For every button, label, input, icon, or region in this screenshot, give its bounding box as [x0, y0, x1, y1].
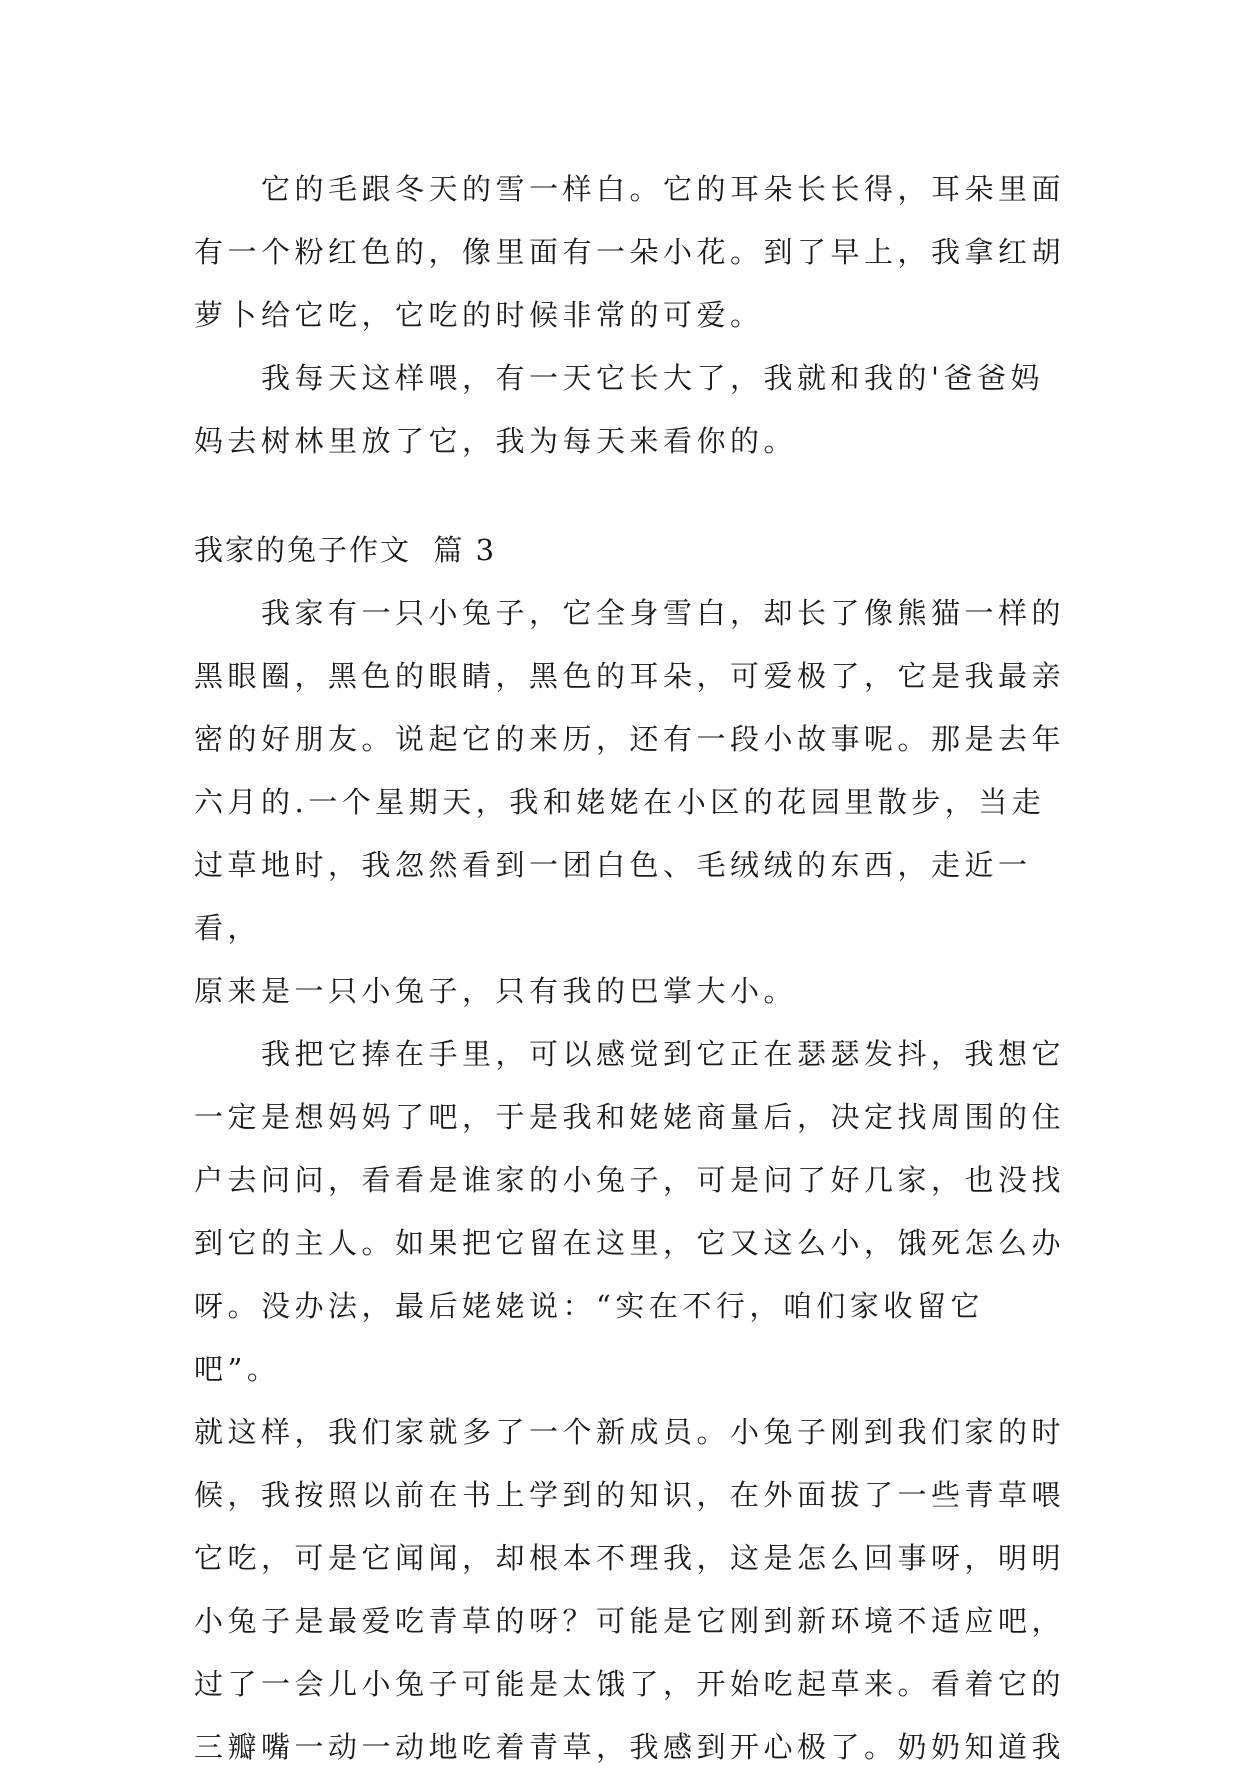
paragraph: 它的毛跟冬天的雪一样白。它的耳朵长长得，耳朵里面 有一个粉红色的，像里面有一朵小花。到了早上，我拿红胡 萝卜给它吃，它吃的时候非常的可爱。 [194, 172, 1066, 332]
section-gap [194, 473, 1066, 519]
paragraph: 我把它捧在手里，可以感觉到它正在瑟瑟发抖，我想它 一定是想妈妈了吧，于是我和姥姥商量后，决定找周围的住 户去问问，看看是谁家的小兔子，可是问了好几家，也没找 到它的主人。如果把它留在这里，它又这么小，饿死怎么办 呀。没办法，最后姥姥说：“实在不行，咱们家收留它吧”。 就这样，我们家就多了一个新成员。小兔子刚到我们家的时 候，我按照以前在书上学到的知识，在外面拔了一些青草喂 它吃，可是它闻闻，却根本不理我，这是怎么回事呀，明明 小兔子是最爱吃青草的呀？可能是它刚到新环境不适应吧， 过了一会儿小兔子可能是太饿了，开始吃起草来。看着它的 三瓣嘴一动一动地吃着青草，我感到开心极了。奶奶知道我 [194, 1037, 1066, 1764]
paragraph: 我每天这样喂，有一天它长大了，我就和我的'爸爸妈 妈去树林里放了它，我为每天来看你的。 [194, 361, 1044, 458]
section-heading: 我家的兔子作文 篇 3 [194, 533, 497, 567]
document-body [194, 158, 1066, 1779]
paragraph: 我家有一只小兔子，它全身雪白，却长了像熊猫一样的 黑眼圈，黑色的眼睛，黑色的耳朵，可爱极了，它是我最亲 密的好朋友。说起它的来历，还有一段小故事呢。那是去年 六月的.一个星期天，我和姥姥在小区的花园里散步，当走 过草地时，我忽然看到一团白色、毛绒绒的东西，走近一看， 原来是一只小兔子，只有我的巴掌大小。 [194, 596, 1066, 1008]
